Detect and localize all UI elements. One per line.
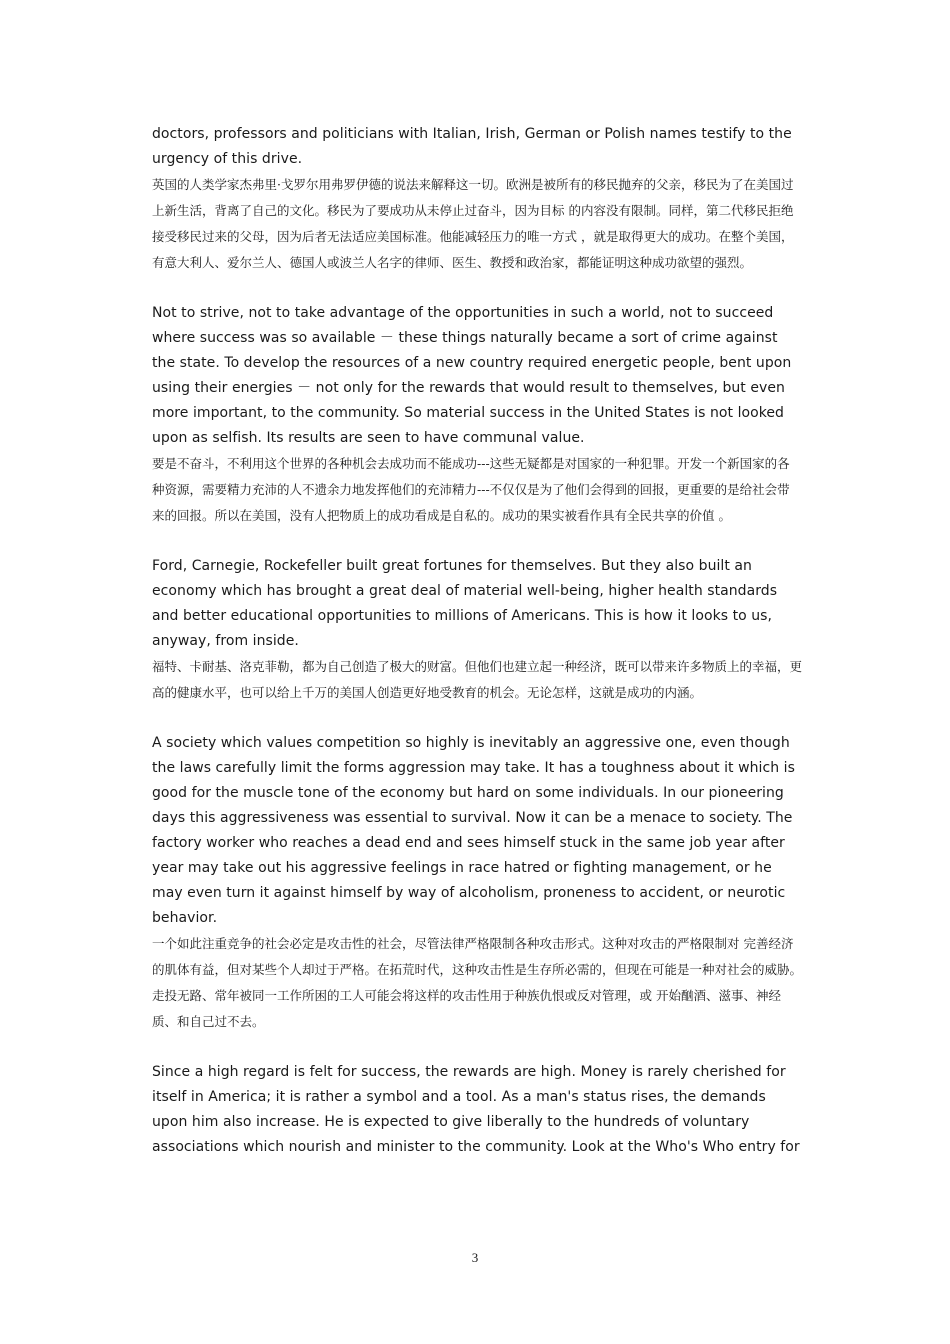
paragraph-chinese: 英国的人类学家杰弗里·戈罗尔用弗罗伊德的说法来解释这一切。欧洲是被所有的移民抛弃的父亲，移民为了在美国过上新生活，背离了自己的文化。移民为了要成功从未停止过奋斗，因为目标 的内容没有限制。同样，第二代移民拒绝接受移民过来的父母，因为后者无法适应美国标准。他能减轻压力的唯一方式 ，就是取得更大的成功。在整个美国，有意大利人、爱尔兰人、德国人或波兰人名字的律师、医生、教授和政治家，都能证明这种成功欲望的强烈。 [152,177,794,270]
paragraph-english: Ford, Carnegie, Rockefeller built great fortunes for themselves. But they also built an economy which has brought a great deal of material well-being, higher health standards and better educational opportunities to millions of Americans. This is how it looks to us, anyway, from inside. [152,558,778,649]
paragraph-spacer [152,1035,802,1060]
paragraph-spacer [152,529,802,554]
paragraph-chinese: 福特、卡耐基、洛克菲勒，都为自己创造了极大的财富。但他们也建立起一种经济，既可以带来许多物质上的幸福，更高的健康水平，也可以给上千万的美国人创造更好地受教育的机会。无论怎样，这就是成功的内涵。 [152,659,803,700]
paragraph-english: A society which values competition so highly is inevitably an aggressive one, even though the laws carefully limit the forms aggression may take. It has a toughness about it which is good for the muscle tone of the economy but hard on some individuals. In our pioneering days this aggressiveness was essential to survival. Now it can be a menace to society. The factory worker who reaches a dead end and sees himself stuck in the same job year after year may take out his aggressive feelings in race hatred or fighting management, or he may even turn it against himself by way of alcoholism, proneness to accident, or neurotic behavior. [152,735,795,926]
paragraph-english: doctors, professors and politicians with Italian, Irish, German or Polish names testify to the urgency of this drive. [152,126,792,167]
paragraph-chinese: 要是不奋斗，不利用这个世界的各种机会去成功而不能成功---这些无疑都是对国家的一种犯罪。开发一个新国家的各种资源，需要精力充沛的人不遗余力地发挥他们的充沛精力---不仅仅是为了他们会得到的回报，更重要的是给社会带来的回报。所以在美国，没有人把物质上的成功看成是自私的。成功的果实被看作具有全民共享的价值 。 [152,456,790,523]
page-body [152,122,802,1160]
paragraph-spacer [152,276,802,301]
paragraph-english: Since a high regard is felt for success, the rewards are high. Money is rarely cherished for itself in America; it is rather a symbol and a tool. As a man's status rises, the demands upon him also increase. He is expected to give liberally to the hundreds of voluntary associations which nourish and minister to the community. Look at the Who's Who entry for [152,1064,800,1155]
paragraph-english: Not to strive, not to take advantage of the opportunities in such a world, not to succeed where success was so available － these things naturally became a sort of crime against the state. To develop the resources of a new country required energetic people, bent upon using their energies － not only for the rewards that would result to themselves, but even more important, to the community. So material success in the United States is not looked upon as selfish. Its results are seen to have communal value. [152,305,792,446]
page-number: 3 [471,1250,479,1265]
paragraph-spacer [152,706,802,731]
paragraph-chinese: 一个如此注重竞争的社会必定是攻击性的社会，尽管法律严格限制各种攻击形式。这种对攻击的严格限制对 完善经济的肌体有益，但对某些个人却过于严格。在拓荒时代，这种攻击性是生存所必需的，但现在可能是一种对社会的威胁。走投无路、常年被同一工作所困的工人可能会将这样的攻击性用于种族仇恨或反对管理，或 开始酗酒、滋事、神经质、和自己过不去。 [152,936,803,1029]
